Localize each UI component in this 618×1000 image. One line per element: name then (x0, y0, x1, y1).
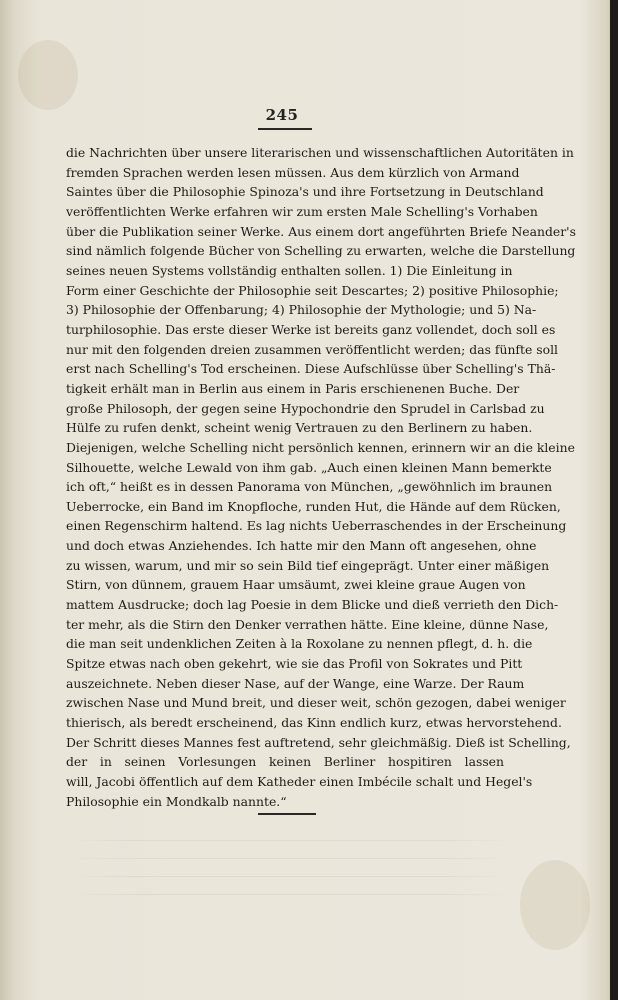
text-line: sind nämlich folgende Bücher von Schelling zu erwarten, welche die Darstellung (66, 243, 576, 259)
text-line: ich oft,“ heißt es in dessen Panorama von München, „gewöhnlich im braunen (66, 479, 553, 495)
text-line: tigkeit erhält man in Berlin aus einem in Paris erschienenen Buche. Der (66, 380, 520, 396)
end-rule (258, 813, 316, 815)
paper-stain (18, 40, 78, 110)
text-line: nur mit den folgenden dreien zusammen veröffentlicht werden; das fünfte soll (66, 341, 559, 357)
text-line: Stirn, von dünnem, grauem Haar umsäumt, zwei kleine graue Augen von (66, 577, 526, 593)
bleed-through-line (70, 876, 510, 877)
text-line: zwischen Nase und Mund breit, und dieser weit, schön gezogen, dabei weniger (66, 695, 566, 711)
bleed-through-line (70, 894, 510, 895)
book-edge-shadow (610, 0, 618, 1000)
text-line: der in seinen Vorlesungen keinen Berliner hospitiren lassen (66, 754, 504, 770)
text-line: die man seit undenklichen Zeiten à la Roxolane zu nennen pflegt, d. h. die (66, 636, 533, 652)
paper-stain (520, 860, 590, 950)
text-line: Saintes über die Philosophie Spinoza's und ihre Fortsetzung in Deutschland (66, 184, 544, 200)
text-line: Der Schritt dieses Mannes fest auftretend, sehr gleichmäßig. Dieß ist Schelling, (66, 734, 571, 750)
bleed-through-line (70, 858, 510, 859)
text-line: die Nachrichten über unsere literarischen und wissenschaftlichen Autoritäten in (66, 145, 574, 160)
bleed-through-line (70, 840, 510, 841)
text-line: auszeichnete. Neben dieser Nase, auf der Wange, eine Warze. Der Raum (66, 675, 525, 691)
text-line: erst nach Schelling's Tod erscheinen. Diese Aufschlüsse über Schelling's Thä- (66, 361, 556, 377)
text-line: Silhouette, welche Lewald von ihm gab. „Auch einen kleinen Mann bemerkte (66, 459, 552, 475)
page-number-rule (258, 128, 312, 130)
text-line: Diejenigen, welche Schelling nicht persönlich kennen, erinnern wir an die kleine (66, 439, 575, 455)
text-line: Philosophie ein Mondkalb nannte.“ (66, 793, 287, 809)
text-line: Hülfe zu rufen denkt, scheint wenig Vertrauen zu den Berlinern zu haben. (66, 420, 533, 436)
text-line: fremden Sprachen werden lesen müssen. Aus dem kürzlich von Armand (66, 164, 520, 180)
text-line: einen Regenschirm haltend. Es lag nichts Ueberraschendes in der Erscheinung (66, 518, 567, 534)
text-line: über die Publikation seiner Werke. Aus einem dort angeführten Briefe Neander's (66, 223, 576, 239)
text-line: zu wissen, warum, und mir so sein Bild tief eingeprägt. Unter einer mäßigen (66, 557, 550, 573)
text-line: Spitze etwas nach oben gekehrt, wie sie das Profil von Sokrates und Pitt (66, 656, 523, 672)
text-line: große Philosoph, der gegen seine Hypochondrie den Sprudel in Carlsbad zu (66, 400, 545, 416)
body-text (66, 143, 576, 811)
text-line: und doch etwas Anziehendes. Ich hatte mir den Mann oft angesehen, ohne (66, 538, 537, 554)
text-line: mattem Ausdrucke; doch lag Poesie in dem Blicke und dieß verrieth den Dich- (66, 597, 559, 613)
text-line: 3) Philosophie der Offenbarung; 4) Philosophie der Mythologie; und 5) Na- (66, 302, 537, 318)
text-line: Ueberrocke, ein Band im Knopfloche, runden Hut, die Hände auf dem Rücken, (66, 498, 561, 514)
text-line: veröffentlichten Werke erfahren wir zum ersten Male Schelling's Vorhaben (66, 203, 538, 219)
text-line: will, Jacobi öffentlich auf dem Katheder einen Imbécile schalt und Hegel's (66, 774, 533, 789)
text-line: ter mehr, als die Stirn den Denker verrathen hätte. Eine kleine, dünne Nase, (66, 616, 549, 632)
text-line: seines neuen Systems vollständig enthalten sollen. 1) Die Einleitung in (66, 262, 513, 278)
text-line: turphilosophie. Das erste dieser Werke ist bereits ganz vollendet, doch soll es (66, 321, 556, 337)
text-line: Form einer Geschichte der Philosophie seit Descartes; 2) positive Philosophie; (66, 282, 559, 298)
page-number: 245 (265, 106, 299, 124)
text-line: thierisch, als beredt erscheinend, das Kinn endlich kurz, etwas hervorstehend. (66, 715, 562, 731)
